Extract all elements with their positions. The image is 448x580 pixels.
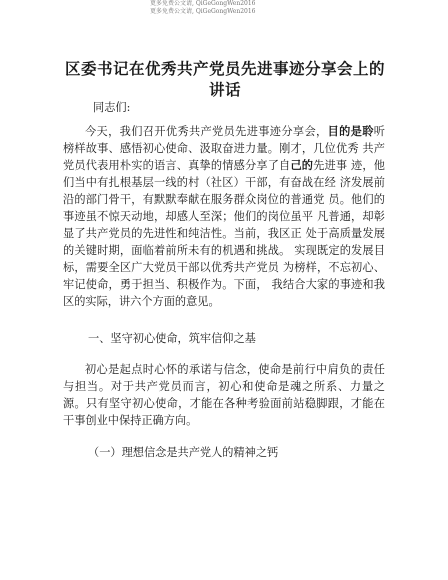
paragraph-1-bold-a: 目的是聆 — [327, 124, 374, 138]
paragraph-1-text-c: 先进事 迹，他们当中有扎根基层一线的村（社区）干部，有奋战在经 济发展前沿的部门骨干，有默默奉献在服务群众岗位的普通党 员。他们的事迹虽不惊天动地，却感人至深；他们的岗位虽平 凡普通，却彰显了共产党员的先进性和纯洁性。当前，我区正 处于高质量发展的关键时期，面临着前所未有的机遇和挑战。 实现既定的发展目标，需要全区广大党员干部以优秀共产党员 为榜样，不忘初心、牢记使命，勇于担当、积极作为。下面， 我结合大家的事迹和我区的实际，讲六个方面的意见。 — [63, 159, 385, 308]
subsection-heading-1: （一）理想信念是共产党人的精神之钙 — [88, 446, 279, 459]
greeting: 同志们: — [93, 101, 131, 114]
document-title: 区委书记在优秀共产党员先进事迹分享会上的讲话 — [64, 59, 385, 99]
paragraph-1 — [63, 123, 385, 310]
paragraph-1-text-a: 今天，我们召开优秀共产党员先进事迹分享会， — [85, 125, 328, 138]
paragraph-1-text-b: 听榜样故事、感悟初心使命、汲取奋进力量。刚才，几位优秀 共产党员代表用朴实的语言、真挚的情感分享了自 — [63, 125, 385, 172]
paragraph-2: 初心是起点时心怀的承诺与信念，使命是前行中肩负的责任与担当。对于共产党员而言，初心和使命是魂之所系、力量之源。只有坚守初心使命，才能在各种考验面前站稳脚跟，才能在干事创业中保持正确方向。 — [63, 363, 385, 427]
watermark-line-1: 更多免费公文请, QiGeGongWen2016 — [150, 0, 256, 7]
watermark-line-2: 更多免费公文请, QiGeGongWen2016 — [150, 8, 256, 15]
watermark — [150, 0, 255, 16]
section-heading-1: 一、坚守初心使命，筑牢信仰之基 — [88, 332, 256, 345]
paragraph-1-bold-b: 己的 — [290, 158, 314, 172]
